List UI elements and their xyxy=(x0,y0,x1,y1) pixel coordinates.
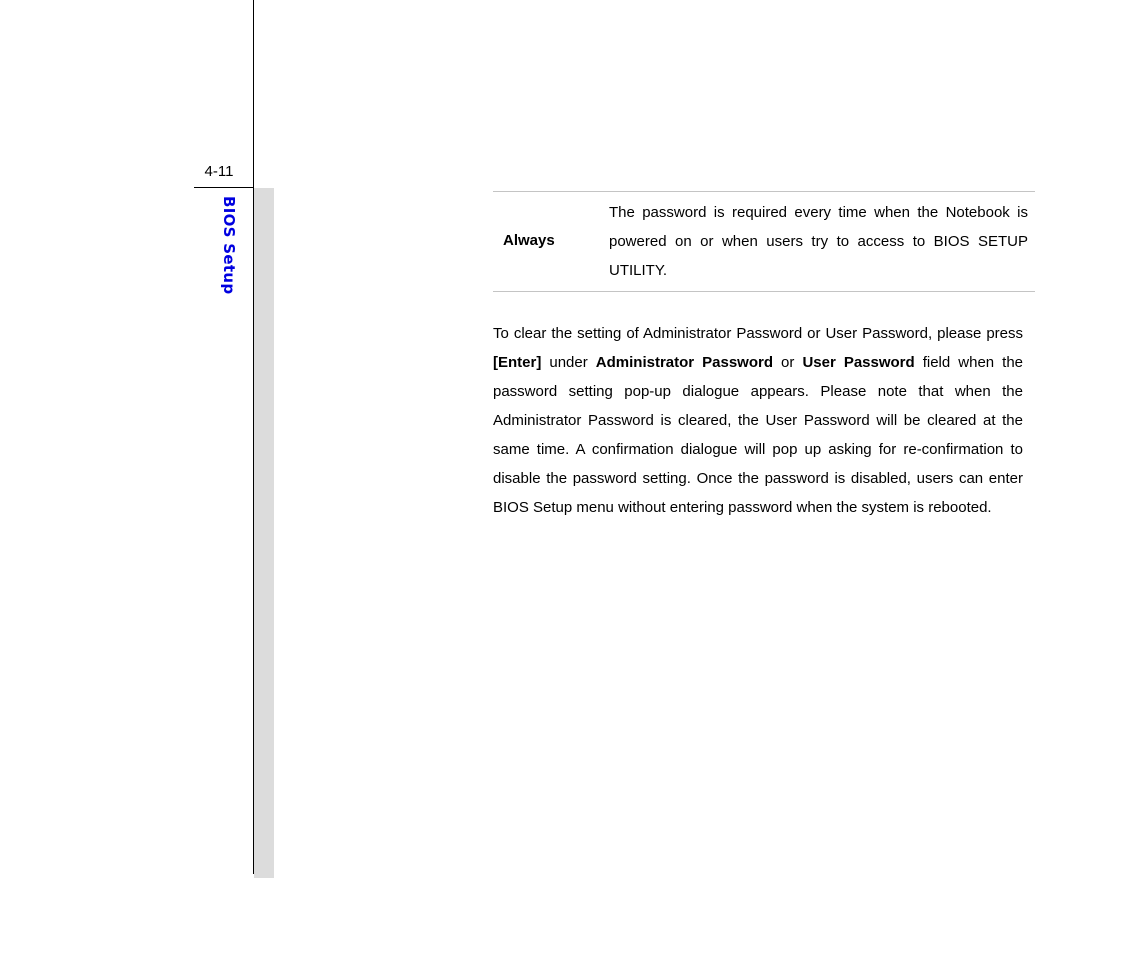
user-password-label: User Password xyxy=(802,354,915,371)
margin-gray-bar xyxy=(254,188,274,878)
page-number: 4-11 xyxy=(204,163,234,180)
page-number-rule xyxy=(194,187,254,188)
paragraph-text-1: To clear the setting of Administrator Password or User Password, please press xyxy=(493,325,1023,342)
option-name: Always xyxy=(503,232,555,249)
option-table xyxy=(493,191,1035,292)
administrator-password-label: Administrator Password xyxy=(595,354,774,371)
enter-key-label: [Enter] xyxy=(493,354,542,371)
section-title: BIOS Setup xyxy=(220,196,238,295)
option-description: The password is required every time when the Notebook is powered on or when users try to access to BIOS SETUP UTILITY. xyxy=(609,204,1028,279)
paragraph-text-2: under xyxy=(541,354,596,371)
paragraph-text-4: field when the password setting pop-up dialogue appears. Please note that when the Administrator Password is cleared, the User Password will be cleared at the same time. A confirmation dialogue will pop up asking for re-confirmation to disable the password setting. Once the password is disabled, users can enter BIOS Setup menu without entering password when the system is rebooted. xyxy=(493,354,1024,516)
body-paragraph xyxy=(493,319,1023,522)
paragraph-text-3: or xyxy=(773,354,803,371)
